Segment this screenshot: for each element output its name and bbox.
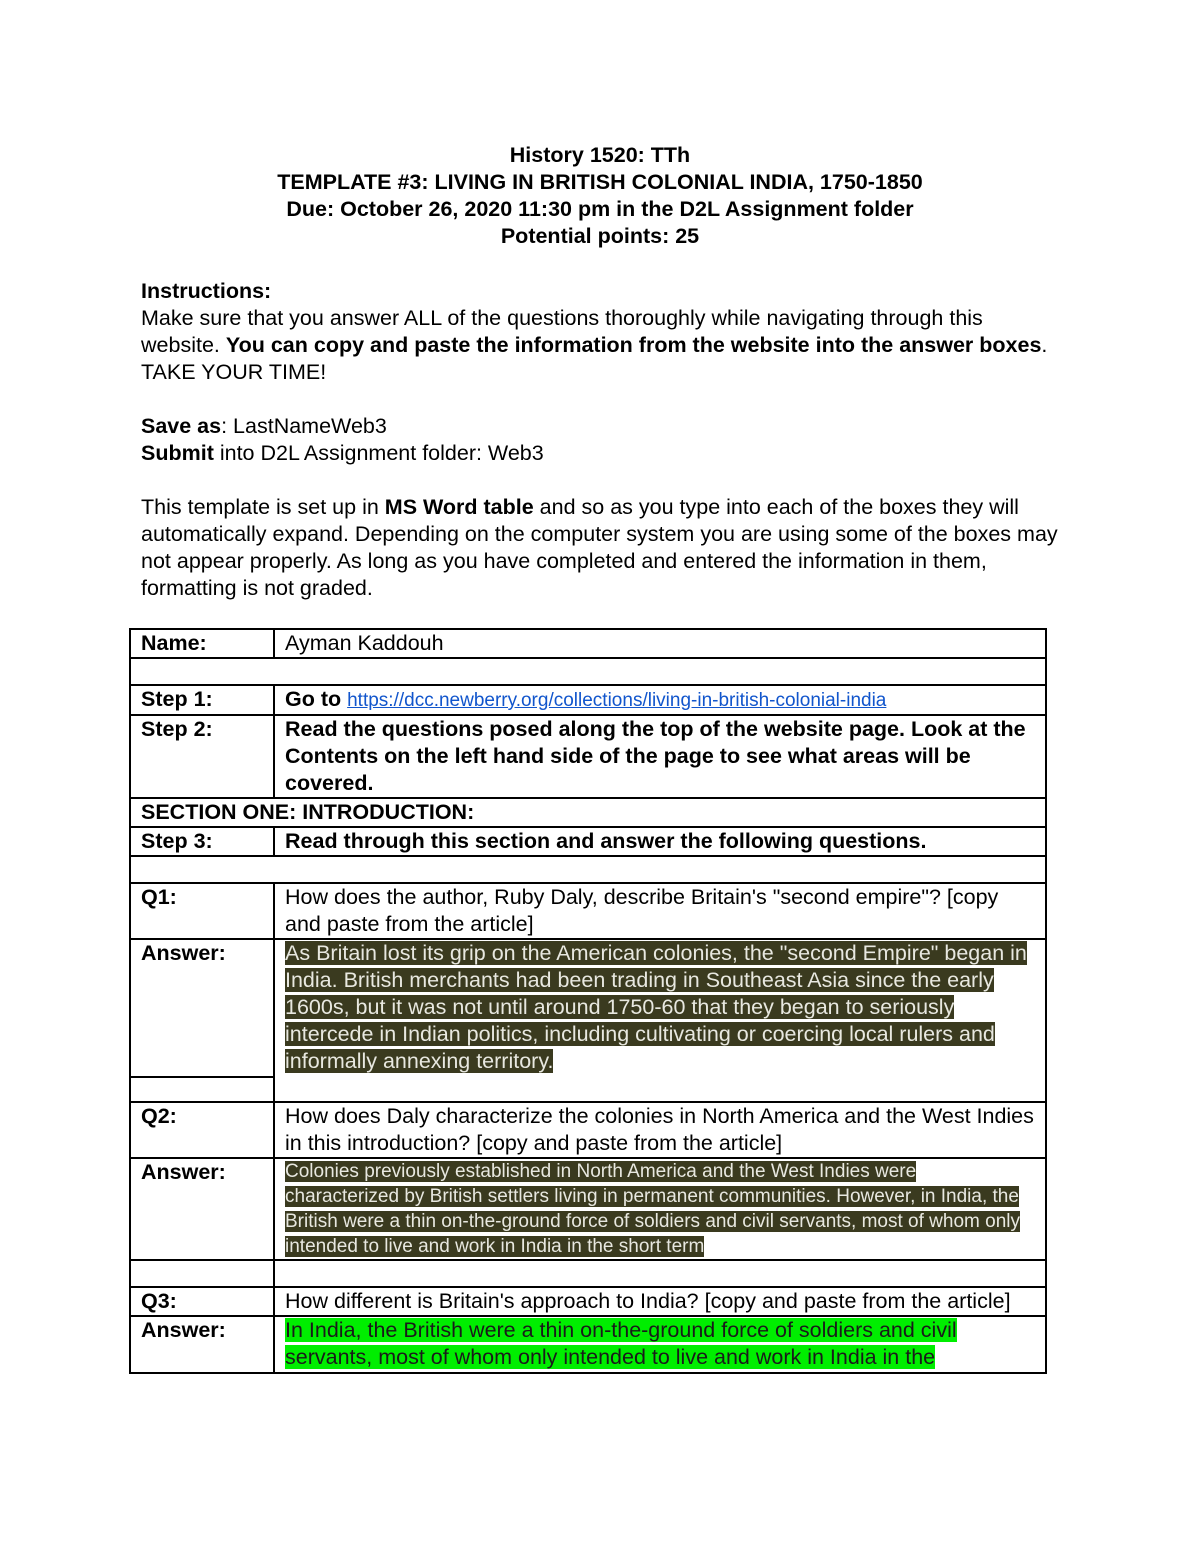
instructions-bold: You can copy and paste the information from the website into the answer boxes (225, 333, 1042, 357)
template-title: TEMPLATE #3: LIVING IN BRITISH COLONIAL INDIA, 1750-1850 (277, 170, 923, 194)
instructions-text (141, 305, 1061, 386)
step3-label: Step 3: (130, 827, 274, 856)
step3-row (130, 827, 1046, 856)
q3-label: Q3: (130, 1287, 274, 1316)
save-as-label: Save as (141, 414, 222, 438)
q3-row (130, 1287, 1046, 1316)
step1-goto: Go to (285, 687, 348, 711)
step2-row (130, 715, 1046, 798)
answer-label: Answer: (130, 1316, 274, 1373)
instructions-heading: Instructions: (141, 279, 272, 303)
submit-line (141, 440, 1061, 467)
answer-label: Answer: (130, 1158, 274, 1260)
save-as-line (141, 413, 1061, 440)
note-bold: MS Word table (384, 495, 534, 519)
q1-row (130, 883, 1046, 939)
potential-points: Potential points: 25 (500, 224, 700, 248)
note-start: This template is set up in (141, 495, 385, 519)
step2-label: Step 2: (130, 715, 274, 798)
save-as-value: : LastNameWeb3 (221, 414, 387, 438)
instructions-block (141, 278, 1061, 602)
q1-text: How does the author, Ruby Daly, describe Britain's "second empire"? [copy and paste from the article] (274, 883, 1046, 939)
step1-row (130, 685, 1046, 715)
step3-text: Read through this section and answer the following questions. (274, 827, 1046, 856)
section-one-heading: SECTION ONE: INTRODUCTION: (130, 798, 1046, 827)
q2-text: How does Daly characterize the colonies in North America and the West Indies in this introduction? [copy and paste from the article] (274, 1102, 1046, 1158)
assignment-table (129, 628, 1047, 1374)
name-row (130, 629, 1046, 658)
a2-field[interactable] (274, 1158, 1046, 1260)
a3-field[interactable] (274, 1316, 1046, 1373)
a2-text: Colonies previously established in North America and the West Indies were characterized by British settlers living in permanent communities. However, in India, the British were a thin on-the-ground force of soldiers and civil servants, most of whom only intended to live and work in India in the short term (285, 1161, 1020, 1257)
q3-text: How different is Britain's approach to India? [copy and paste from the article] (274, 1287, 1046, 1316)
a1-row (130, 939, 1046, 1077)
q1-label: Q1: (130, 883, 274, 939)
submit-label: Submit (141, 441, 214, 465)
submit-value: into D2L Assignment folder: Web3 (213, 441, 544, 465)
template-note (141, 494, 1061, 602)
section-one-row (130, 798, 1046, 827)
q2-label: Q2: (130, 1102, 274, 1158)
empty-row (130, 658, 1046, 685)
a3-text: In India, the British were a thin on-the-ground force of soldiers and civil servants, most of whom only intended to live and work in India in the (285, 1318, 957, 1369)
a1-text: As Britain lost its grip on the American colonies, the "second Empire" began in India. British merchants had been trading in Southeast Asia since the early 1600s, but it was not until around 1750-60 that they began to seriously intercede in Indian politics, including cultivating or coercing local rulers and informally annexing territory. (285, 941, 1027, 1073)
instructions-line: Make sure that you answer ALL of the questions thoroughly while navigating through this website. (141, 306, 983, 357)
a2-row (130, 1158, 1046, 1260)
course-title: History 1520: TTh (509, 143, 691, 167)
name-label: Name: (130, 629, 274, 658)
name-field[interactable]: Ayman Kaddouh (274, 629, 1046, 658)
instructions-end: . TAKE YOUR TIME! (141, 333, 1048, 384)
answer-label: Answer: (130, 939, 274, 1077)
document-header (0, 142, 1200, 250)
step2-text: Read the questions posed along the top of the website page. Look at the Contents on the left hand side of the page to see what areas will be covered. (274, 715, 1046, 798)
note-end: and so as you type into each of the boxes they will automatically expand. Depending on the computer system you are using some of the boxes may not appear properly. As long as you have completed and entered the information in them, formatting is not graded. (141, 495, 1058, 600)
collection-link[interactable]: https://dcc.newberry.org/collections/living-in-british-colonial-india (347, 690, 887, 711)
step1-text (274, 685, 1046, 715)
a1-field[interactable] (274, 939, 1046, 1102)
empty-row (130, 856, 1046, 883)
step1-label: Step 1: (130, 685, 274, 715)
q2-row (130, 1102, 1046, 1158)
due-date: Due: October 26, 2020 11:30 pm in the D2L Assignment folder (286, 197, 914, 221)
empty-row (130, 1260, 1046, 1287)
a3-row (130, 1316, 1046, 1373)
